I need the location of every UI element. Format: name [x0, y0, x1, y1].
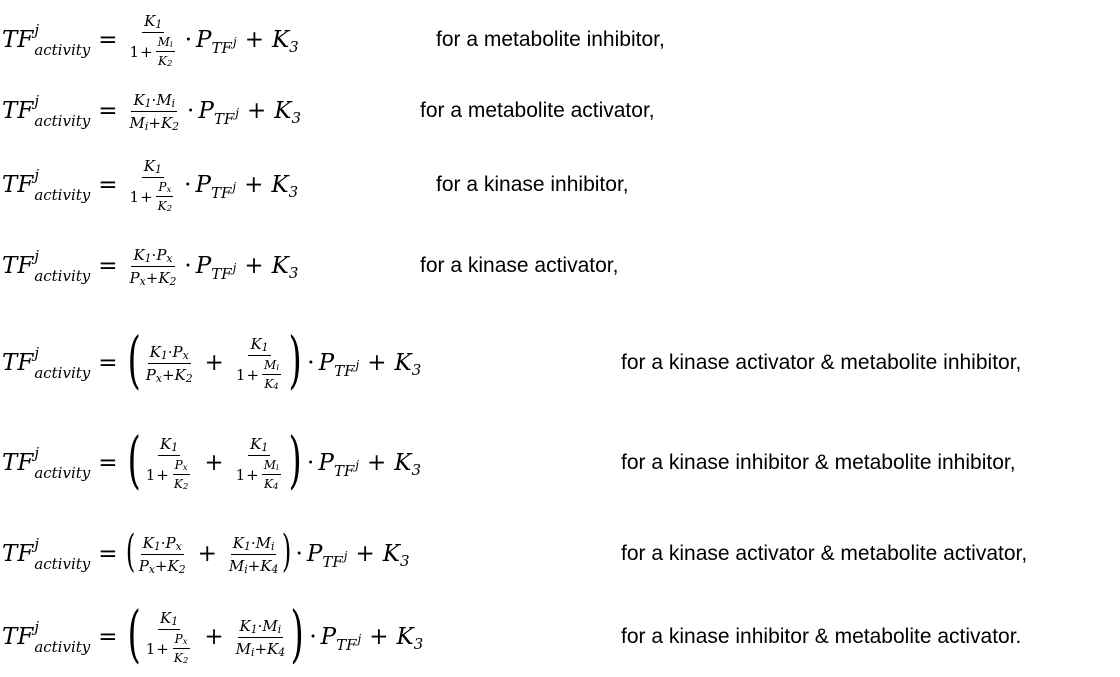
equation-4: TF j activity = K 1 · P x P x + K 2 · P $TF^j$ + K 3	[2, 245, 299, 288]
equation-5: TF j activity = ( K 1 · P x P x + K 2 + K 1 1 + M i K 4 ) · P $TF^j$ + K 3	[2, 323, 422, 396]
description-2: for a metabolite activator,	[420, 99, 655, 122]
equation-3: TF j activity = K 1 1 + P x K 2 · P $TF^j$ + K 3	[2, 157, 299, 215]
fraction-k1px-over-px-plus-k2: K 1 · P x P x + K 2	[129, 245, 177, 288]
description-1: for a metabolite inhibitor,	[436, 28, 665, 51]
equation-row-6	[0, 423, 1120, 503]
description-7: for a kinase activator & metabolite activator,	[621, 542, 1028, 565]
description-6: for a kinase inhibitor & metabolite inhibitor,	[621, 451, 1016, 474]
equation-8: TF j activity = ( K 1 1 + P x K 2 + K 1 · M i M i + K 4 ) · P $TF^j$ + K 3	[2, 597, 424, 670]
equation-row-8	[0, 597, 1120, 677]
equation-6: TF j activity = ( K 1 1 + P x K 2 + K 1 1 + M i K 4 ) · P $TF^j$ + K 3	[2, 423, 421, 496]
equation-row-3	[0, 145, 1120, 225]
equation-row-1	[0, 0, 1120, 80]
equation-row-4	[0, 226, 1120, 306]
fraction-k1-over-one-plus-px-k2: K 1 1 + P x K 2	[129, 157, 173, 215]
fraction-k1-over-one-plus-mi-k2: K 1 1 + M i K 2	[129, 12, 173, 70]
equation-1: TF j activity = K 1 1 + M i K 2 · P $TF^j$ + K 3	[2, 12, 299, 70]
equation-2: TF j activity = K 1 · M i M i + K 2 · P $TF^j$ + K 3	[2, 90, 301, 133]
description-4: for a kinase activator,	[420, 254, 619, 277]
equation-row-2	[0, 71, 1120, 151]
equation-7: TF j activity = ( K 1 · P x P x + K 2 + K 1 · M i M i + K 4 ) · P $TF^j$ + K 3	[2, 526, 410, 577]
lhs: TF j activity	[2, 21, 91, 59]
equation-row-7	[0, 514, 1120, 594]
description-3: for a kinase inhibitor,	[436, 173, 629, 196]
description-5: for a kinase activator & metabolite inhibitor,	[621, 351, 1022, 374]
description-8: for a kinase inhibitor & metabolite activator.	[621, 625, 1022, 648]
fraction-k1mi-over-mi-plus-k2: K 1 · M i M i + K 2	[129, 90, 180, 133]
equation-row-5	[0, 323, 1120, 403]
